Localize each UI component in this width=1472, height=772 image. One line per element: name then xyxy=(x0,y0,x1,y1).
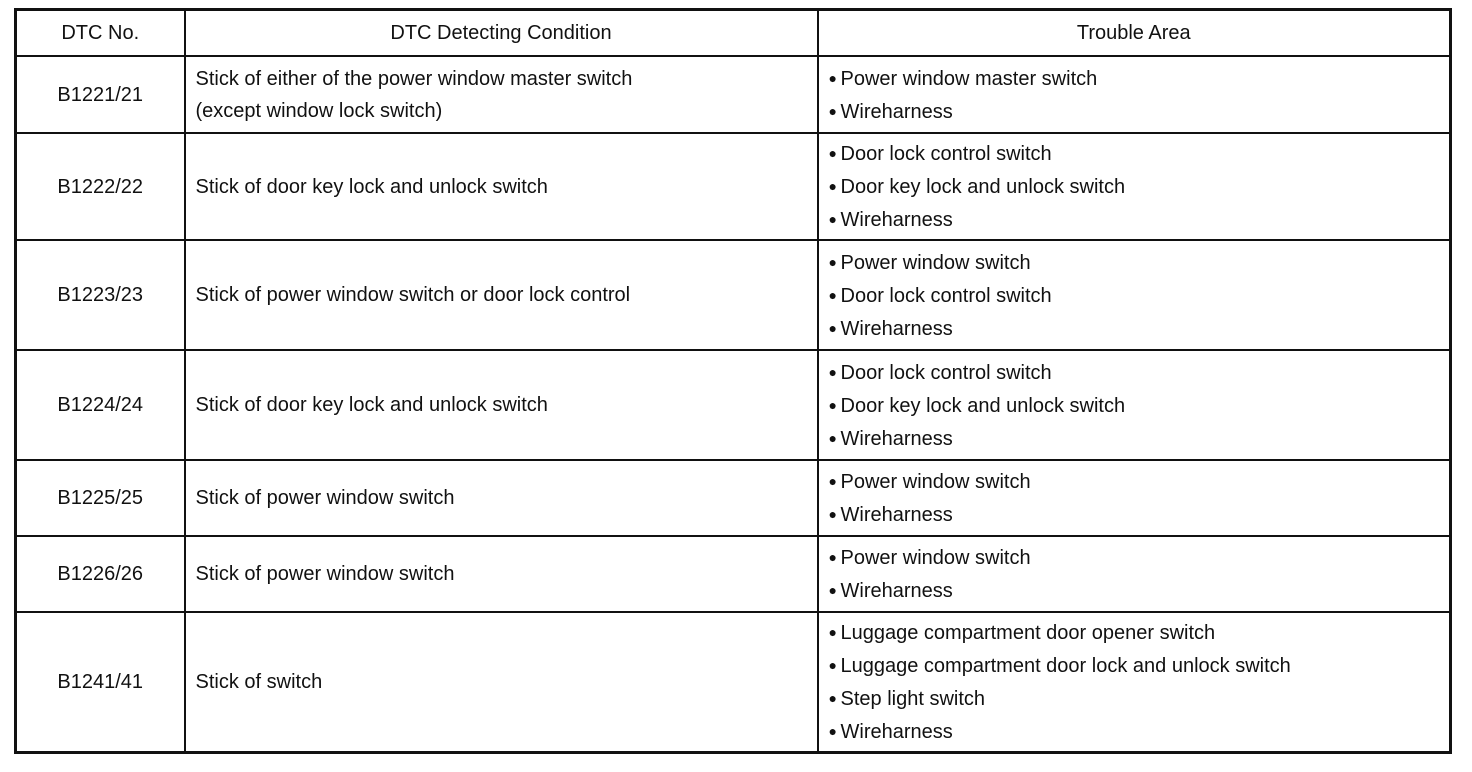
trouble-area-item: ● Door key lock and unlock switch xyxy=(829,170,1440,203)
trouble-area-item: ● Wireharness xyxy=(829,203,1440,236)
condition-cell xyxy=(185,460,818,536)
trouble-area-cell xyxy=(818,612,1451,753)
trouble-area-item: ● Luggage compartment door opener switch xyxy=(829,616,1440,649)
condition-text: Stick of switch xyxy=(195,671,323,693)
bullet-icon: ● xyxy=(828,253,837,270)
bullet-icon: ● xyxy=(828,582,837,598)
trouble-area-item: ● Step light switch xyxy=(829,682,1440,715)
table-row xyxy=(16,536,1451,612)
header-row xyxy=(16,10,1451,57)
trouble-area-item: ● Wireharness xyxy=(829,312,1440,345)
condition-text: Stick of either of the power window master switch xyxy=(195,67,633,90)
dtc-number: B1221/21 xyxy=(16,56,185,133)
bullet-icon: ● xyxy=(828,363,837,380)
dtc-number: B1224/24 xyxy=(16,350,185,460)
trouble-area-item: ● Door key lock and unlock switch xyxy=(829,389,1440,422)
bullet-icon: ● xyxy=(828,211,837,227)
bullet-icon: ● xyxy=(828,723,837,739)
dtc-number: B1222/22 xyxy=(16,133,185,240)
bullet-icon: ● xyxy=(828,624,837,640)
dtc-number: B1226/26 xyxy=(16,536,185,612)
condition-cell xyxy=(185,536,818,612)
bullet-icon: ● xyxy=(828,102,837,119)
trouble-area-item: ● Luggage compartment door lock and unlock switch xyxy=(829,649,1440,682)
header-trouble-area: Trouble Area xyxy=(818,10,1451,57)
trouble-area-item: ● Power window switch xyxy=(829,465,1440,498)
trouble-area-item: ● Wireharness xyxy=(829,95,1440,128)
bullet-icon: ● xyxy=(828,549,837,565)
trouble-area-item: ● Power window switch xyxy=(829,246,1440,279)
bullet-icon: ● xyxy=(828,506,837,522)
dtc-number: B1223/23 xyxy=(16,240,185,350)
trouble-area-cell xyxy=(818,133,1451,240)
trouble-area-cell xyxy=(818,536,1451,612)
condition-text: (except window lock switch) xyxy=(195,99,443,122)
condition-text: Stick of door key lock and unlock switch xyxy=(195,394,548,416)
table-row xyxy=(16,350,1451,460)
trouble-area-item: ● Wireharness xyxy=(829,422,1440,455)
trouble-area-cell xyxy=(818,240,1451,350)
condition-cell xyxy=(185,133,818,240)
condition-text: Stick of door key lock and unlock switch xyxy=(195,175,548,198)
bullet-icon: ● xyxy=(828,473,837,489)
header-condition: DTC Detecting Condition xyxy=(185,10,818,57)
bullet-icon: ● xyxy=(828,178,837,194)
trouble-area-item: ● Wireharness xyxy=(829,498,1440,531)
condition-cell xyxy=(185,240,818,350)
trouble-area-cell xyxy=(818,56,1451,133)
trouble-area-item: ● Wireharness xyxy=(829,715,1440,748)
trouble-area-item: ● Wireharness xyxy=(829,574,1440,607)
bullet-icon: ● xyxy=(828,690,837,706)
trouble-area-item: ● Door lock control switch xyxy=(829,137,1440,170)
table-row xyxy=(16,612,1451,753)
bullet-icon: ● xyxy=(828,429,837,446)
bullet-icon: ● xyxy=(828,657,837,673)
table-row xyxy=(16,133,1451,240)
condition-cell xyxy=(185,612,818,753)
bullet-icon: ● xyxy=(828,396,837,413)
bullet-icon: ● xyxy=(828,286,837,303)
header-dtc-no: DTC No. xyxy=(16,10,185,57)
condition-text: Stick of power window switch xyxy=(195,563,455,585)
dtc-number: B1225/25 xyxy=(16,460,185,536)
condition-text: Stick of power window switch xyxy=(195,487,455,509)
table-row xyxy=(16,56,1451,133)
table-row xyxy=(16,240,1451,350)
table-row xyxy=(16,460,1451,536)
bullet-icon: ● xyxy=(828,319,837,336)
trouble-area-item: ● Power window switch xyxy=(829,541,1440,574)
trouble-area-cell xyxy=(818,350,1451,460)
trouble-area-cell xyxy=(818,460,1451,536)
condition-cell xyxy=(185,56,818,133)
trouble-area-item: ● Power window master switch xyxy=(829,62,1440,95)
trouble-area-item: ● Door lock control switch xyxy=(829,356,1440,389)
bullet-icon: ● xyxy=(828,145,837,161)
trouble-area-item: ● Door lock control switch xyxy=(829,279,1440,312)
dtc-number: B1241/41 xyxy=(16,612,185,753)
bullet-icon: ● xyxy=(828,69,837,86)
condition-text: Stick of power window switch or door lock control xyxy=(195,284,631,306)
dtc-table xyxy=(14,8,1452,754)
condition-cell xyxy=(185,350,818,460)
